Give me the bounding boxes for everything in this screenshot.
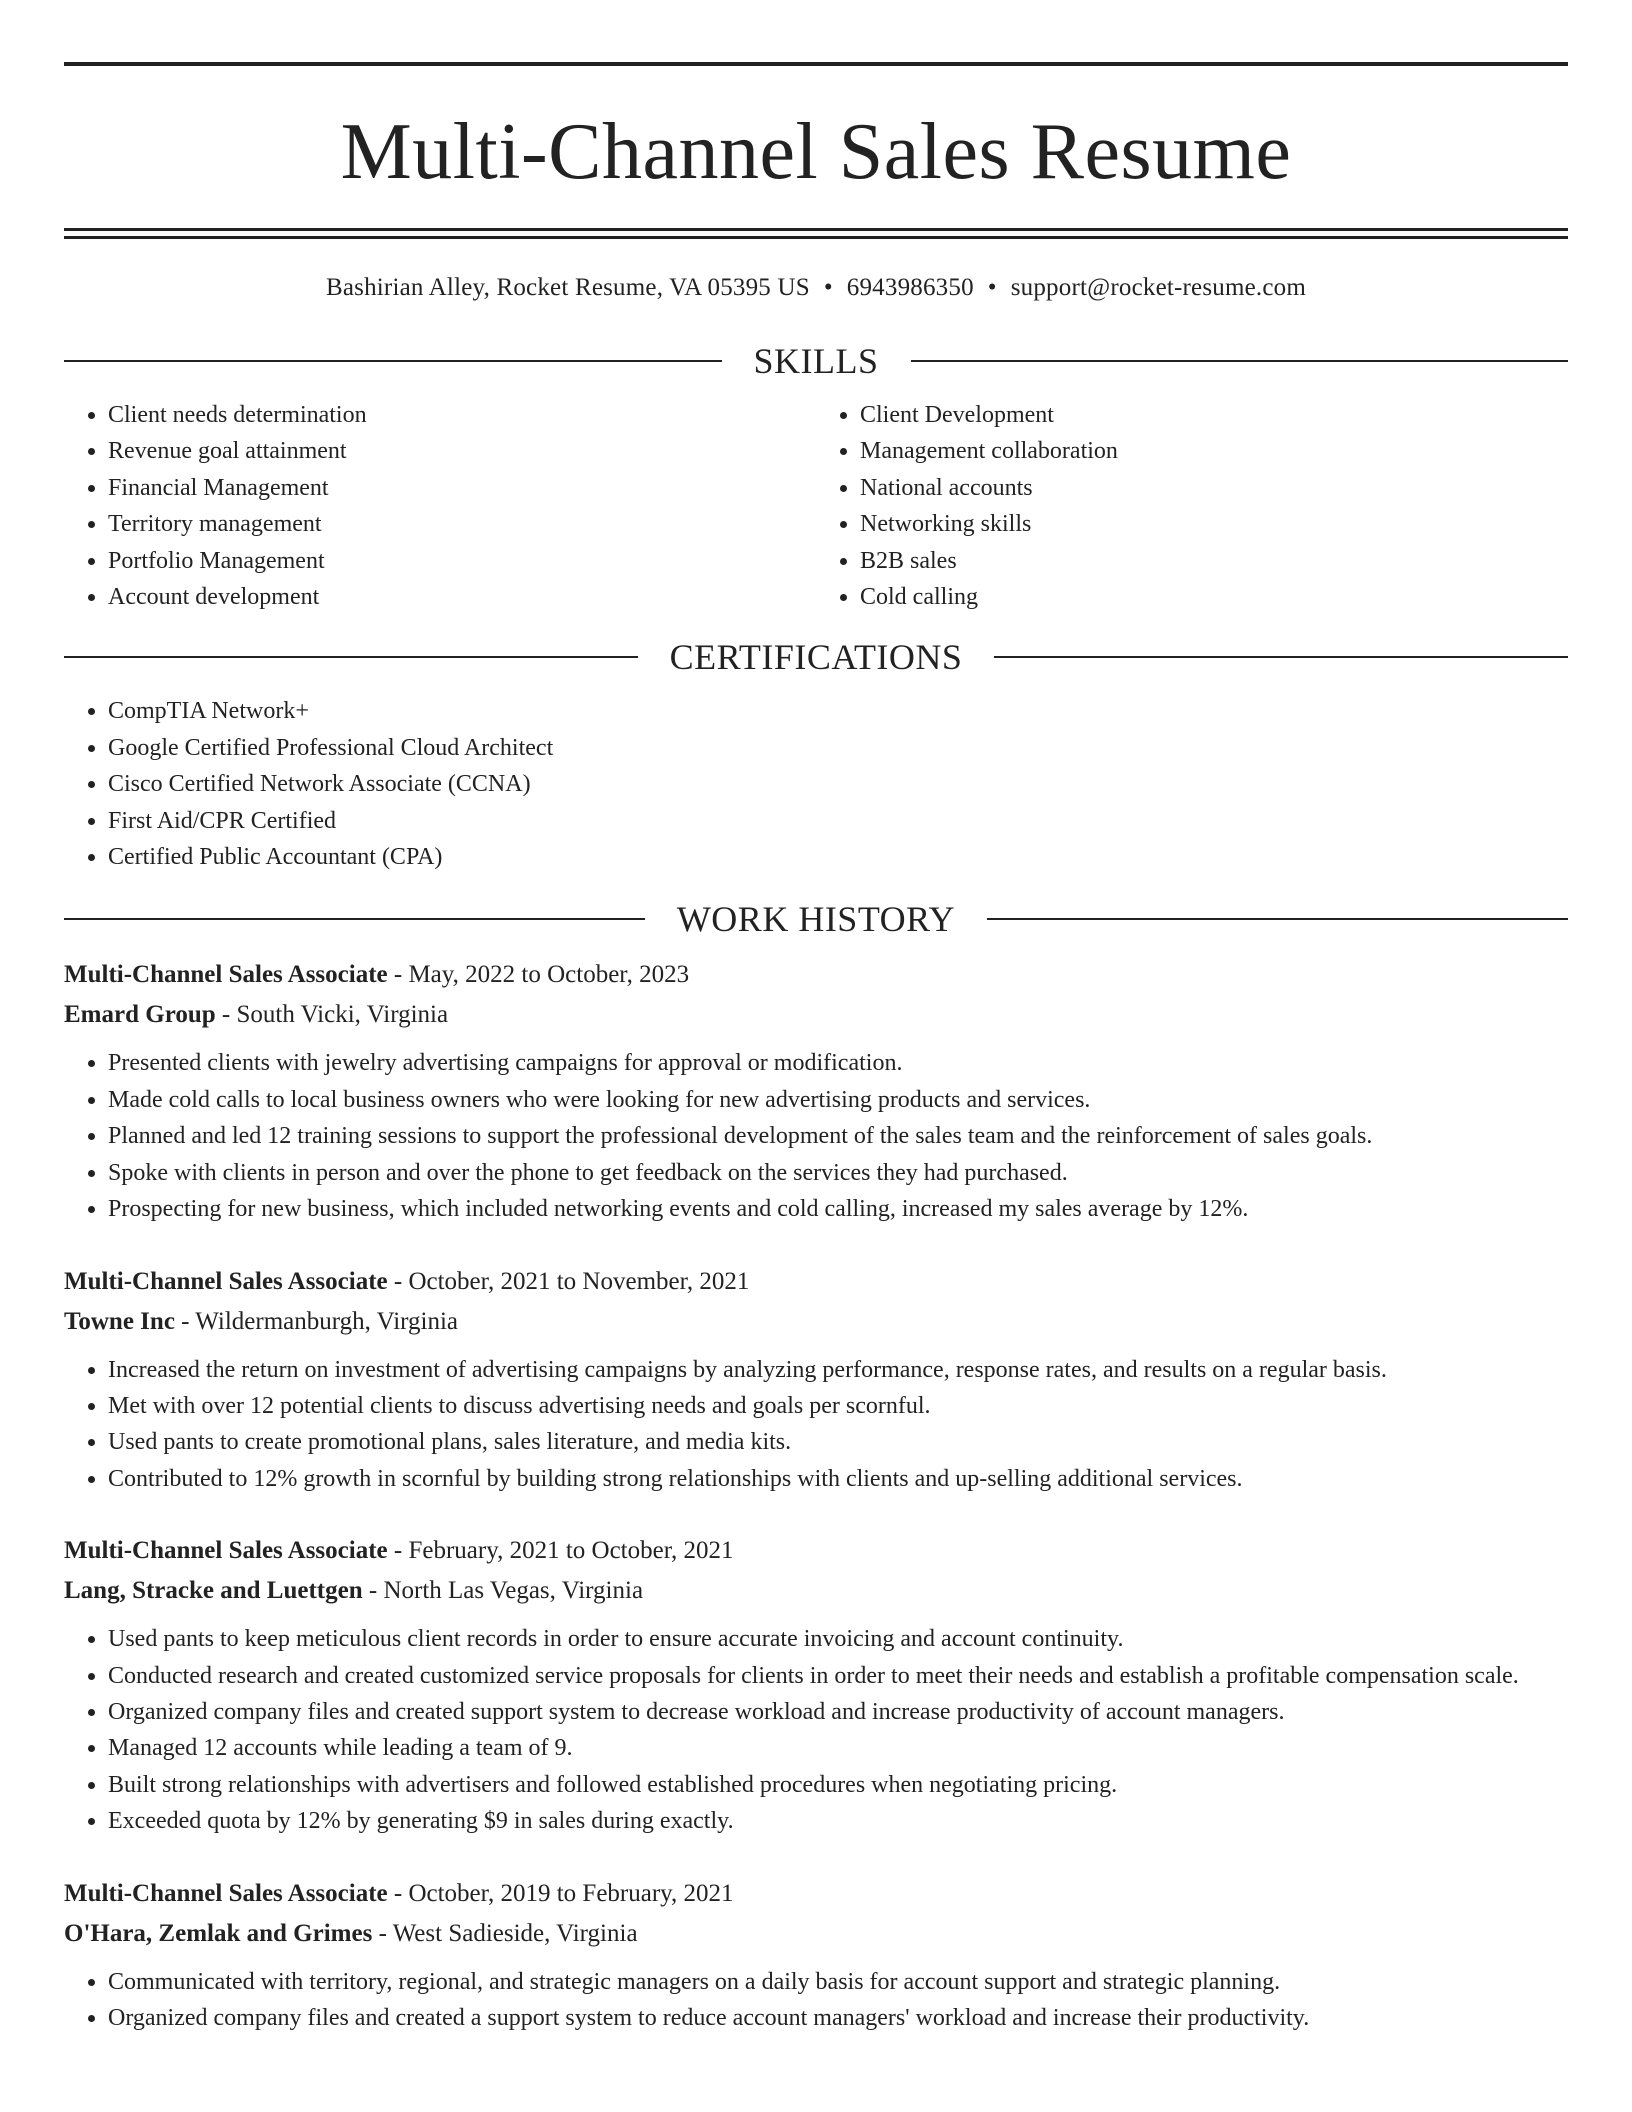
- heading-rule-left: [64, 360, 722, 362]
- job-company-line: [64, 1302, 1568, 1342]
- job-company-line: [64, 1571, 1568, 1611]
- resume-title: Multi-Channel Sales Resume: [340, 108, 1292, 196]
- contact-email: support@rocket-resume.com: [1010, 274, 1307, 301]
- skills-column-left: [64, 397, 816, 615]
- heading-rule-right: [987, 918, 1568, 920]
- skill-item: • Revenue goal attainment: [108, 433, 816, 469]
- job-bullet: • Used pants to keep meticulous client records in order to ensure accurate invoicing and account continuity.: [108, 1621, 1568, 1657]
- skill-item: • Financial Management: [108, 470, 816, 506]
- certification-item: • Cisco Certified Network Associate (CCNA): [108, 766, 1568, 802]
- job-bullets: [64, 1964, 1568, 2037]
- skill-item: • Management collaboration: [860, 433, 1568, 469]
- skills-heading-label: SKILLS: [753, 341, 879, 381]
- contact-separator: •: [987, 274, 997, 301]
- skill-item: • Account development: [108, 579, 816, 615]
- job-company: O'Hara, Zemlak and Grimes: [64, 1919, 373, 1947]
- job-entry: [64, 1874, 1568, 2037]
- job-entry: [64, 1531, 1568, 1839]
- job-bullet: • Made cold calls to local business owners who were looking for new advertising products and services.: [108, 1082, 1568, 1118]
- job-company-line: [64, 995, 1568, 1035]
- job-bullet: • Conducted research and created customized service proposals for clients in order to meet their needs and establish a profitable compensation scale.: [108, 1658, 1568, 1694]
- job-bullet: • Planned and led 12 training sessions to support the professional development of the sales team and the reinforcement of sales goals.: [108, 1118, 1568, 1154]
- job-dates: - February, 2021 to October, 2021: [387, 1537, 734, 1565]
- skills-heading: [64, 337, 1568, 385]
- certifications-list: [64, 693, 1568, 875]
- job-company: Towne Inc: [64, 1307, 175, 1335]
- job-title-line: [64, 955, 1568, 995]
- job-bullets: [64, 1045, 1568, 1227]
- job-dates: - October, 2019 to February, 2021: [387, 1879, 734, 1907]
- job-location: - West Sadieside, Virginia: [372, 1919, 638, 1947]
- job-bullet: • Presented clients with jewelry advertising campaigns for approval or modification.: [108, 1045, 1568, 1081]
- skill-item: • Portfolio Management: [108, 543, 816, 579]
- job-entry: [64, 1262, 1568, 1498]
- certifications-heading-label: CERTIFICATIONS: [669, 637, 963, 678]
- job-title: Multi-Channel Sales Associate: [64, 1537, 388, 1565]
- job-title-line: [64, 1874, 1568, 1914]
- skill-item: • Networking skills: [860, 506, 1568, 542]
- job-bullets: [64, 1352, 1568, 1498]
- job-title-line: [64, 1531, 1568, 1571]
- job-bullet: • Organized company files and created support system to decrease workload and increase productivity of account managers.: [108, 1694, 1568, 1730]
- job-dates: - October, 2021 to November, 2021: [387, 1267, 750, 1295]
- certification-item: • First Aid/CPR Certified: [108, 803, 1568, 839]
- skill-item: • B2B sales: [860, 543, 1568, 579]
- skill-item: • Client Development: [860, 397, 1568, 433]
- skill-item: • Client needs determination: [108, 397, 816, 433]
- job-title: Multi-Channel Sales Associate: [64, 1267, 388, 1295]
- job-bullet: • Used pants to create promotional plans, sales literature, and media kits.: [108, 1424, 1568, 1460]
- job-title-line: [64, 1262, 1568, 1302]
- certifications-ul: [64, 693, 1568, 875]
- certification-item: • Certified Public Accountant (CPA): [108, 839, 1568, 875]
- job-bullet: • Met with over 12 potential clients to discuss advertising needs and goals per scornful.: [108, 1388, 1568, 1424]
- job-bullet: • Spoke with clients in person and over the phone to get feedback on the services they had purchased.: [108, 1155, 1568, 1191]
- work-history-heading-label: WORK HISTORY: [676, 899, 956, 940]
- job-bullet: • Prospecting for new business, which included networking events and cold calling, increased my sales average by 12%.: [108, 1191, 1568, 1227]
- job-dates: - May, 2022 to October, 2023: [387, 961, 690, 989]
- contact-separator: •: [823, 274, 833, 301]
- job-bullet: • Exceeded quota by 12% by generating $9 in sales during exactly.: [108, 1803, 1568, 1839]
- heading-rule-right: [994, 656, 1568, 658]
- certifications-heading: [64, 633, 1568, 681]
- heading-rule-right: [911, 360, 1569, 362]
- heading-rule-left: [64, 918, 645, 920]
- job-bullets: [64, 1621, 1568, 1839]
- skills-column-right: [816, 397, 1568, 615]
- job-bullet: • Managed 12 accounts while leading a team of 9.: [108, 1730, 1568, 1766]
- certification-item: • Google Certified Professional Cloud Architect: [108, 730, 1568, 766]
- job-bullet: • Contributed to 12% growth in scornful by building strong relationships with clients and up-selling additional services.: [108, 1461, 1568, 1497]
- job-location: - North Las Vegas, Virginia: [362, 1577, 644, 1605]
- title-double-rule: [64, 228, 1568, 239]
- contact-phone: 6943986350: [846, 274, 974, 301]
- job-bullet: • Built strong relationships with advertisers and followed established procedures when negotiating pricing.: [108, 1767, 1568, 1803]
- work-history-heading: [64, 895, 1568, 943]
- contact-address: Bashirian Alley, Rocket Resume, VA 05395 US: [325, 274, 810, 301]
- job-bullet: • Communicated with territory, regional, and strategic managers on a daily basis for account support and strategic planning.: [108, 1964, 1568, 2000]
- job-bullet: • Increased the return on investment of advertising campaigns by analyzing performance, response rates, and results on a regular basis.: [108, 1352, 1568, 1388]
- job-company: Lang, Stracke and Luettgen: [64, 1577, 363, 1605]
- job-title: Multi-Channel Sales Associate: [64, 1879, 388, 1907]
- skills-list: [64, 397, 1568, 615]
- top-rule: [64, 62, 1568, 66]
- job-company: Emard Group: [64, 1001, 216, 1029]
- job-bullet: • Organized company files and created a support system to reduce account managers' workload and increase their productivity.: [108, 2000, 1568, 2036]
- skill-item: • Territory management: [108, 506, 816, 542]
- job-company-line: [64, 1914, 1568, 1954]
- job-entry: [64, 955, 1568, 1227]
- heading-rule-left: [64, 656, 638, 658]
- job-title: Multi-Channel Sales Associate: [64, 961, 388, 989]
- contact-line: [64, 273, 1568, 303]
- skill-item: • National accounts: [860, 470, 1568, 506]
- job-location: - South Vicki, Virginia: [215, 1001, 449, 1029]
- skill-item: • Cold calling: [860, 579, 1568, 615]
- certification-item: • CompTIA Network+: [108, 693, 1568, 729]
- job-location: - Wildermanburgh, Virginia: [174, 1307, 459, 1335]
